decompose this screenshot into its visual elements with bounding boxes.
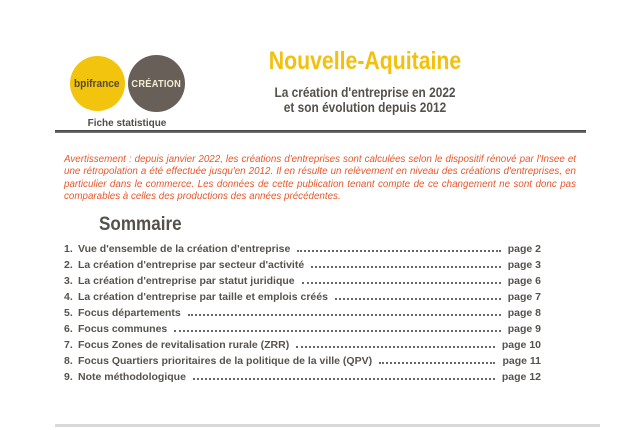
toc-item-label: La création d'entreprise par taille et emplois créés	[78, 291, 328, 303]
toc-dotted-leader	[335, 298, 501, 300]
toc-item-1[interactable]	[64, 243, 541, 259]
page-subtitle-line1: La création d'entreprise en 2022	[274, 85, 456, 100]
toc-item-label: La création d'entreprise par secteur d'activité	[78, 259, 305, 271]
toc-item-3[interactable]	[64, 275, 541, 291]
toc-dotted-leader	[174, 330, 500, 332]
page-subtitle-line2: et son évolution depuis 2012	[283, 100, 447, 115]
header-divider	[55, 130, 586, 133]
toc-item-label: Vue d'ensemble de la création d'entreprise	[78, 243, 291, 255]
toc-item-label: La création d'entreprise par statut juridique	[78, 275, 295, 287]
toc-item-page: page 6	[507, 275, 541, 287]
toc-item-label: Focus Quartiers prioritaires de la politique de la ville (QPV)	[78, 355, 373, 367]
toc-item-number: 4.	[64, 291, 73, 303]
logo-tagline: Fiche statistique	[87, 117, 167, 129]
toc-item-label: Note méthodologique	[78, 371, 186, 383]
toc-item-5[interactable]	[64, 307, 541, 323]
toc-item-page: page 7	[507, 291, 541, 303]
creation-logo-label: CRÉATION	[131, 77, 181, 90]
toc-heading: Sommaire	[99, 214, 182, 235]
toc-item-page: page 11	[502, 355, 541, 367]
toc-dotted-leader	[296, 346, 495, 348]
toc-item-label: Focus départements	[78, 307, 181, 319]
toc-item-number: 8.	[64, 355, 73, 367]
bpifrance-logo-label: bpifrance	[74, 77, 120, 90]
toc-item-6[interactable]	[64, 323, 541, 339]
page-bottom-edge	[55, 424, 600, 427]
creation-logo-circle	[128, 55, 185, 112]
toc-item-page: page 10	[501, 339, 541, 351]
bpifrance-creation-logo	[64, 55, 190, 129]
toc-dotted-leader	[302, 282, 501, 284]
toc-item-page: page 9	[507, 323, 541, 335]
toc-item-2[interactable]	[64, 259, 541, 275]
page-title: Nouvelle-Aquitaine	[268, 47, 462, 75]
toc-dotted-leader	[297, 250, 500, 252]
toc-item-number: 6.	[64, 323, 73, 335]
toc-item-label: Focus Zones de revitalisation rurale (ZRR)	[78, 339, 290, 351]
toc-item-number: 1.	[64, 243, 73, 255]
toc-dotted-leader	[379, 362, 495, 364]
document-title-block	[215, 47, 515, 115]
toc-list	[64, 243, 541, 387]
toc-item-page: page 12	[501, 371, 541, 383]
toc-item-4[interactable]	[64, 291, 541, 307]
toc-item-8[interactable]	[64, 355, 541, 371]
toc-item-page: page 3	[507, 259, 541, 271]
notice-text: Avertissement : depuis janvier 2022, les créations d'entreprises sont calculées selon le dispositif rénové par l'Insee et une rétropolation a été effectuée jusqu'en 2012. Il en résulte un relèvement en niveau des créations d'entreprises, en particulier dans le commerce. Les données de cette publication tenant compte de ce changement ne sont donc pas comparables à celles des productions des années précédentes.	[64, 154, 576, 203]
bpifrance-logo-circle	[70, 56, 125, 111]
toc-item-7[interactable]	[64, 339, 541, 355]
toc-item-number: 3.	[64, 275, 73, 287]
toc-dotted-leader	[188, 314, 501, 316]
toc-item-number: 7.	[64, 339, 73, 351]
toc-item-number: 9.	[64, 371, 73, 383]
toc-item-number: 5.	[64, 307, 73, 319]
toc-dotted-leader	[193, 378, 495, 380]
toc-item-9[interactable]	[64, 371, 541, 387]
logo-circles	[64, 55, 190, 112]
toc-item-page: page 8	[507, 307, 541, 319]
toc-item-number: 2.	[64, 259, 73, 271]
toc-dotted-leader	[311, 266, 501, 268]
toc-item-label: Focus communes	[78, 323, 168, 335]
toc-item-page: page 2	[507, 243, 541, 255]
